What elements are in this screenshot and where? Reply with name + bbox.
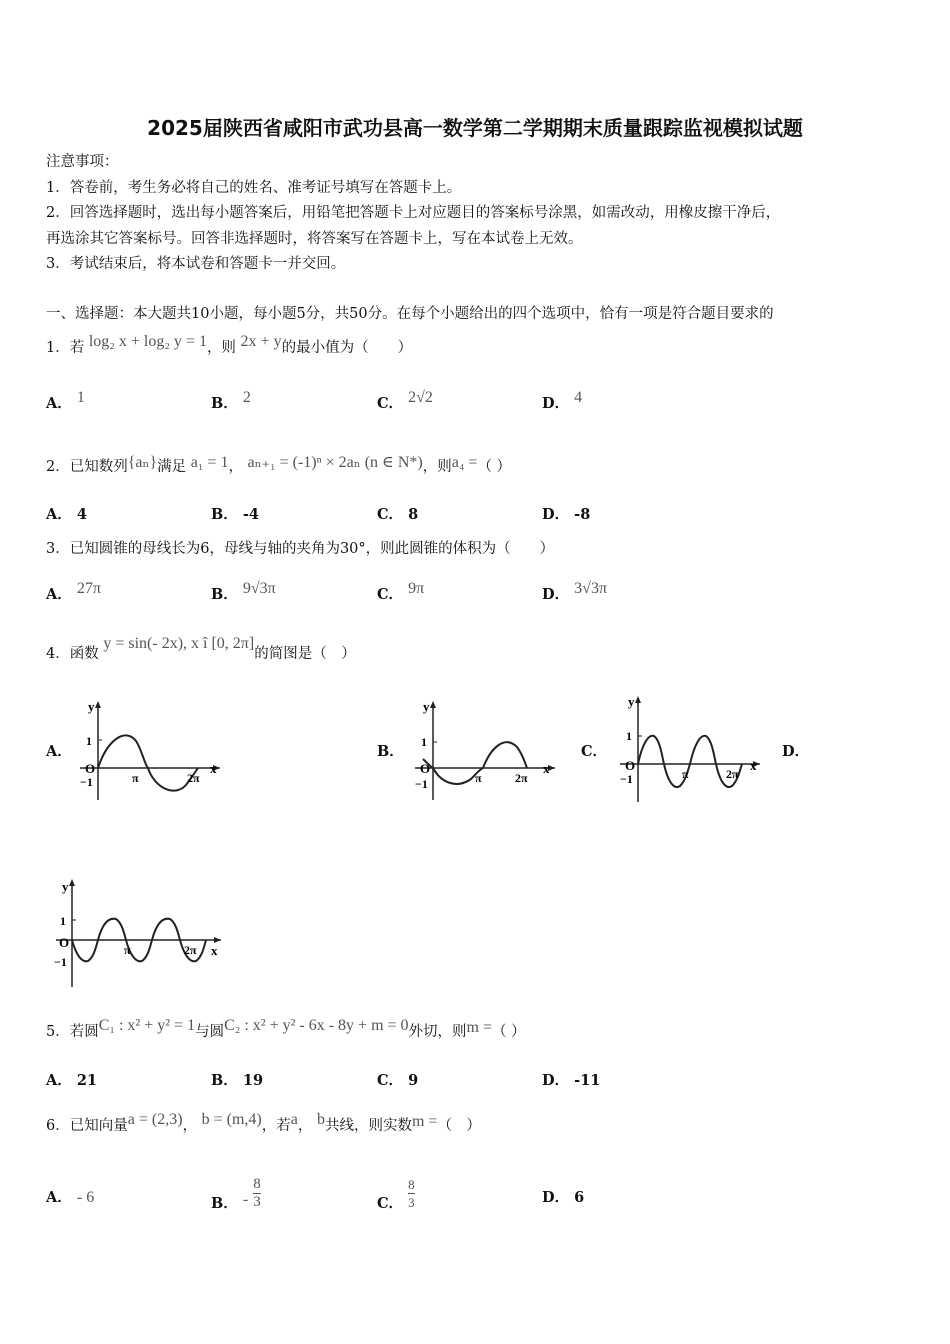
q1-target-expression: 2x + y [240,333,282,350]
graph-d [46,875,231,990]
graph-b-neg-one: −1 [415,777,428,791]
note-line: 1．答卷前，考生务必将自己的姓名、准考证号填写在答题卡上。 [46,179,462,196]
question-3: 3．已知圆锥的母线长为6，母线与轴的夹角为30°，则此圆锥的体积为（ ） [46,541,555,557]
note-line: 再选涂其它答案标号。回答非选择题时，将答案写在答题卡上，写在本试卷上无效。 [46,230,583,247]
graph-d-y-label: y [62,879,69,894]
graph-c-one: 1 [626,729,632,743]
q4-option-d[interactable]: D． [782,743,810,760]
graph-b-two-pi: 2π [515,771,528,785]
graph-c-y-label: y [628,694,635,709]
q2-option-b[interactable]: B． -4 [211,506,259,523]
graph-d-one: 1 [60,914,66,928]
graph-b [405,695,565,805]
q3-option-a[interactable]: A． 27π [46,580,101,603]
question-number: 1． [46,340,70,356]
graph-c-x-label: x [750,758,757,773]
q6-option-d[interactable]: D． 6 [542,1189,585,1206]
graph-a-neg-one: −1 [80,775,93,789]
graph-d-x-label: x [211,943,218,958]
graph-c-pi: π [682,767,689,781]
graph-a-pi: π [132,771,139,785]
question-5: 5．若圆C₁ : x² + y² = 1与圆C₂ : x² + y² - 6x - 8y + m = 0外切，则m =（ ） [46,1017,526,1040]
graph-d-pi: π [124,943,131,957]
notes [46,150,780,278]
graph-c-two-pi: 2π [726,767,739,781]
q1-option-b[interactable]: B． 2 [211,389,251,412]
question-4: 4．函数 y = sin(- 2x), x î [0, 2π]的简图是（ ） [46,635,356,662]
graph-d-origin: O [59,935,70,950]
graph-b-pi: π [475,771,482,785]
q2-option-d[interactable]: D． -8 [542,506,591,523]
q3-option-b[interactable]: B． 9√3π [211,580,276,603]
q3-option-d[interactable]: D． 3√3π [542,580,608,603]
section-heading: 一、选择题：本大题共10小题，每小题5分，共50分。在每个小题给出的四个选项中，恰有一项是符合题目要求的 [46,306,774,322]
graph-b-x-label: x [543,761,550,776]
q4-option-b[interactable]: B． [377,743,404,760]
q6-option-b[interactable]: B． - $\frac{8}{3}$ [211,1176,261,1212]
graph-a-y-label: y [88,699,95,714]
question-6: 6．已知向量a = (2,3)， b = (m,4)，若a， b共线，则实数m =（ ） [46,1111,481,1134]
graph-c-origin: O [625,758,636,773]
q1-option-c[interactable]: C． 2√2 [377,389,433,412]
question-1: 1．若 log₂ x + log₂ y = 1，则 2x + y的最小值为（ ） [46,333,413,356]
graph-a-two-pi: 2π [187,771,200,785]
q5-option-b[interactable]: B． 19 [211,1072,264,1089]
graph-d-neg-one: −1 [54,955,67,969]
q1-expression: log₂ x + log₂ y = 1 [88,333,207,350]
question-2: 2．已知数列{aₙ}满足 a₁ = 1， aₙ₊₁ = (-1)ⁿ × 2aₙ (n ∈ N*)，则a₄ =（ ） [46,454,512,475]
question-number: 5． [46,1024,70,1040]
q3-option-c[interactable]: C． 9π [377,580,425,603]
notes-heading: 注意事项： [46,154,119,170]
q6-option-a[interactable]: A． - 6 [46,1189,95,1206]
graph-a-x-label: x [210,761,217,776]
graph-b-one: 1 [421,735,427,749]
q2-option-c[interactable]: C． 8 [377,506,419,523]
graph-a-origin: O [85,761,96,776]
q5-option-d[interactable]: D． -11 [542,1072,601,1089]
page-title: 2025届陕西省咸阳市武功县高一数学第二学期期末质量跟踪监视模拟试题 [147,116,803,140]
note-line: 3．考试结束后，将本试卷和答题卡一并交回。 [46,256,346,272]
q4-option-a[interactable]: A． [46,743,72,760]
q5-option-c[interactable]: C． 9 [377,1072,419,1089]
q5-option-a[interactable]: A． 21 [46,1072,98,1089]
q1-option-d[interactable]: D． 4 [542,389,583,412]
question-number: 3． [46,541,70,557]
graph-b-origin: O [420,761,431,776]
question-number: 6． [46,1118,70,1134]
graph-a-one: 1 [86,734,92,748]
graph-c-neg-one: −1 [620,772,633,786]
graph-b-y-label: y [423,699,430,714]
question-number: 2． [46,459,70,475]
q2-option-a[interactable]: A． 4 [46,506,87,523]
graph-c [610,690,770,805]
note-line: 2．回答选择题时，选出每小题答案后，用铅笔把答题卡上对应题目的答案标号涂黑，如需改动，用橡皮擦干净后， [46,205,781,221]
graph-d-two-pi: 2π [184,943,197,957]
q1-option-a[interactable]: A． 1 [46,389,85,412]
q6-option-c[interactable]: C． $\frac{8}{3}$ [377,1177,415,1212]
q4-option-c[interactable]: C． [581,743,608,760]
graph-a [70,695,230,805]
question-number: 4． [46,646,70,662]
